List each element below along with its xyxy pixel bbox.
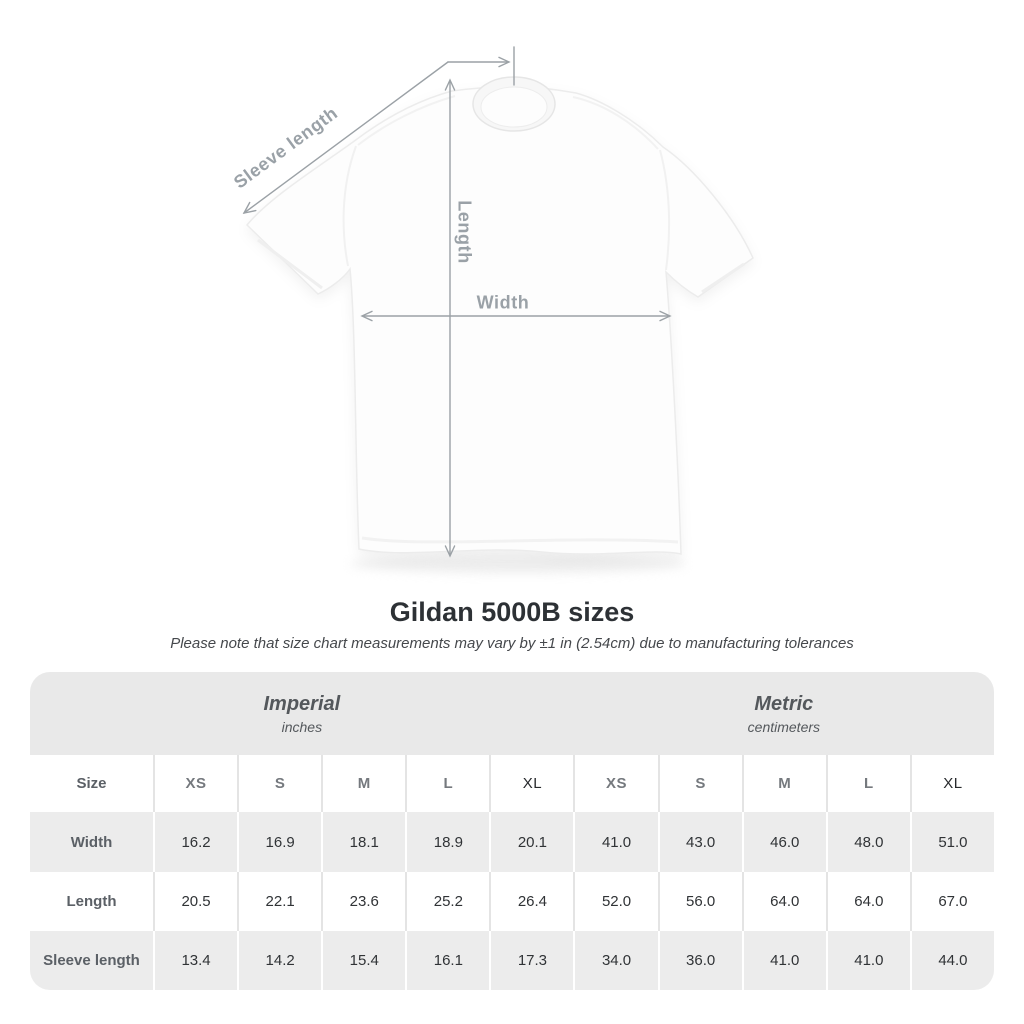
length-imperial-s: 22.1: [237, 872, 321, 931]
length-imperial-m: 23.6: [321, 872, 405, 931]
sleeve-metric-s: 36.0: [658, 931, 742, 990]
metric-header: [574, 672, 994, 755]
sleeve-length-label: Sleeve length: [229, 102, 342, 193]
sleeve-metric-m: 41.0: [742, 931, 826, 990]
width-metric-xl: 51.0: [910, 812, 994, 872]
page-title: Gildan 5000B sizes: [389, 597, 635, 627]
row-label-sleeve-length: Sleeve length: [43, 952, 140, 969]
size-column-header: Size: [76, 775, 107, 792]
imperial-title: Imperial: [263, 692, 341, 715]
tshirt-body: [247, 87, 753, 554]
imperial-unit: inches: [281, 718, 323, 735]
imperial-header: [30, 672, 574, 755]
width-imperial-xl: 20.1: [489, 812, 573, 872]
size-header-imperial-l: L: [405, 755, 489, 812]
size-header-metric-xs: XS: [573, 755, 657, 812]
width-metric-xs: 41.0: [573, 812, 657, 872]
size-header-metric-m: M: [742, 755, 826, 812]
width-metric-m: 46.0: [742, 812, 826, 872]
table-row-width: [30, 812, 994, 872]
sleeve-imperial-xs: 13.4: [153, 931, 237, 990]
size-header-imperial-xs: XS: [153, 755, 237, 812]
width-imperial-s: 16.9: [237, 812, 321, 872]
size-header-imperial-m: M: [321, 755, 405, 812]
table-row-sleeve-length: [30, 931, 994, 990]
length-metric-xs: 52.0: [573, 872, 657, 931]
sleeve-imperial-s: 14.2: [237, 931, 321, 990]
length-metric-xl: 67.0: [910, 872, 994, 931]
size-header-metric-s: S: [658, 755, 742, 812]
length-imperial-l: 25.2: [405, 872, 489, 931]
sleeve-metric-xs: 34.0: [573, 931, 657, 990]
length-metric-s: 56.0: [658, 872, 742, 931]
size-header-imperial-xl: XL: [489, 755, 573, 812]
tshirt-shadow: [350, 555, 686, 573]
metric-title: Metric: [754, 692, 814, 715]
sleeve-metric-l: 41.0: [826, 931, 910, 990]
row-label-width: Width: [70, 833, 113, 851]
width-metric-s: 43.0: [658, 812, 742, 872]
sleeve-imperial-m: 15.4: [321, 931, 405, 990]
size-header-metric-l: L: [826, 755, 910, 812]
length-metric-l: 64.0: [826, 872, 910, 931]
collar-inner: [481, 87, 547, 127]
width-label: Width: [476, 292, 530, 313]
size-header-metric-xl: XL: [910, 755, 994, 812]
length-metric-m: 64.0: [742, 872, 826, 931]
size-header-imperial-s: S: [237, 755, 321, 812]
row-label-length: Length: [66, 893, 117, 910]
length-imperial-xl: 26.4: [489, 872, 573, 931]
width-imperial-m: 18.1: [321, 812, 405, 872]
sleeve-metric-xl: 44.0: [910, 931, 994, 990]
width-metric-l: 48.0: [826, 812, 910, 872]
metric-unit: centimeters: [747, 718, 821, 735]
length-imperial-xs: 20.5: [153, 872, 237, 931]
size-table: [30, 672, 994, 990]
width-imperial-xs: 16.2: [153, 812, 237, 872]
unit-header-row: [30, 672, 994, 755]
table-row-length: [30, 872, 994, 931]
tolerance-note: Please note that size chart measurements may vary by ±1 in (2.54cm) due to manufacturing tolerances: [170, 635, 854, 652]
length-label: Length: [454, 200, 475, 264]
sleeve-imperial-l: 16.1: [405, 931, 489, 990]
size-header-row: [30, 755, 994, 812]
sleeve-imperial-xl: 17.3: [489, 931, 573, 990]
width-imperial-l: 18.9: [405, 812, 489, 872]
